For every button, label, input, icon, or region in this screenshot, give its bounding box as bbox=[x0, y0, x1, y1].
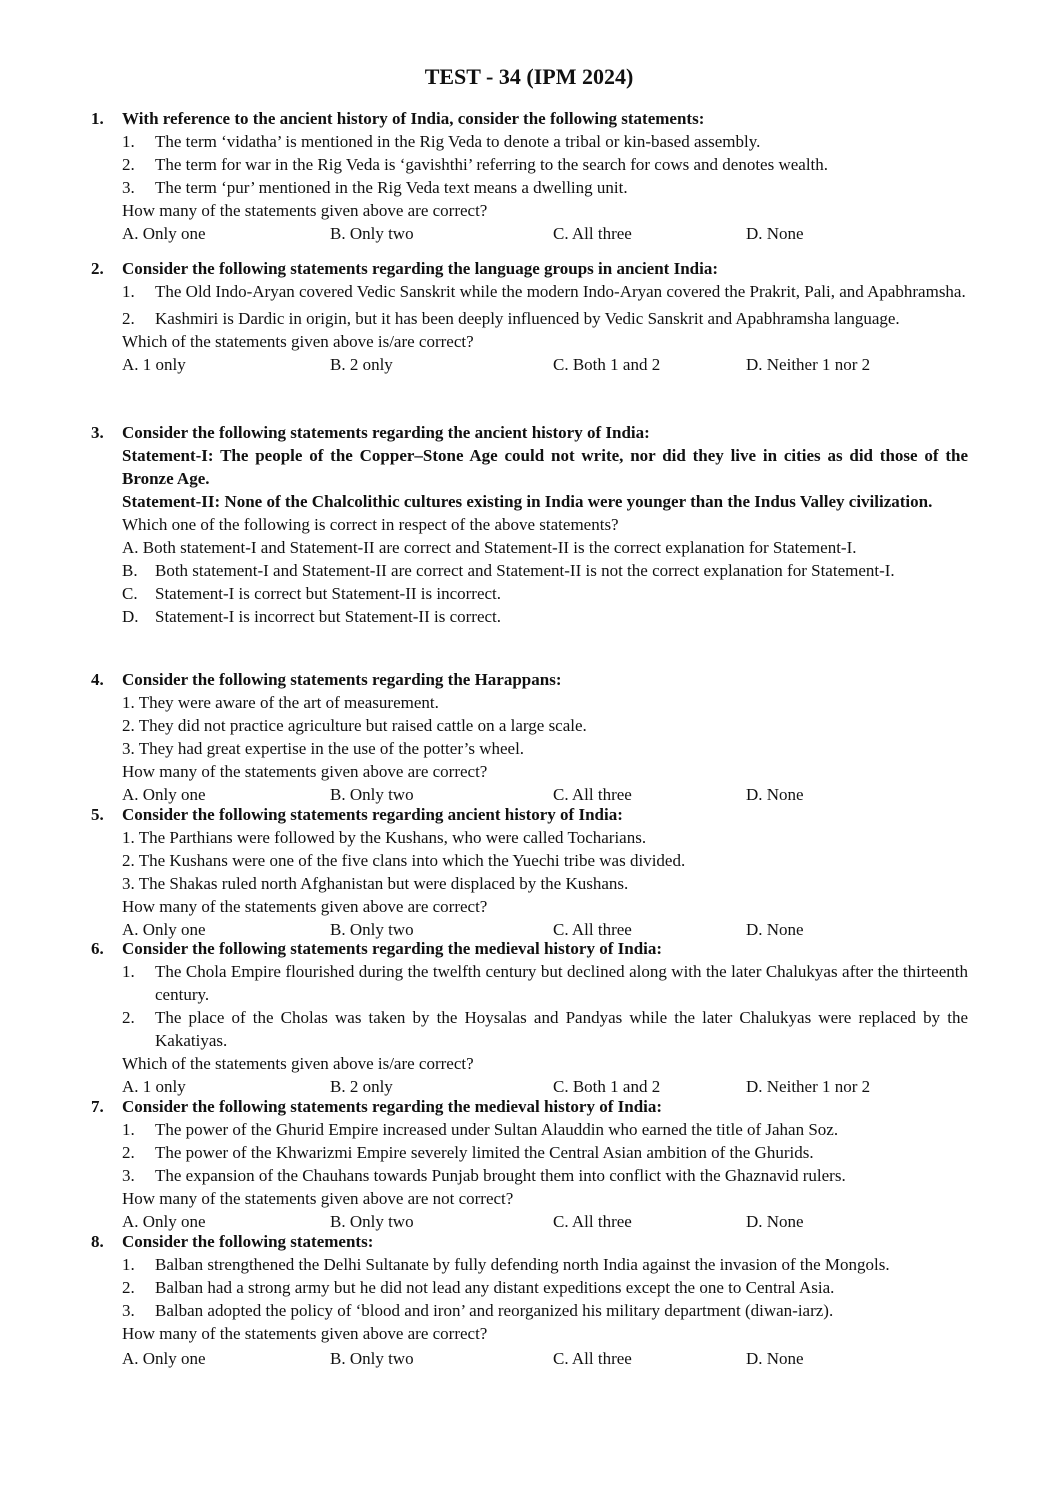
option-c: C. All three bbox=[553, 224, 632, 243]
option-d: D. None bbox=[746, 785, 804, 804]
question-text: Consider the following statements regarding the medieval history of India: bbox=[122, 1097, 663, 1116]
statement: 3. The Shakas ruled north Afghanistan but were displaced by the Kushans. bbox=[122, 874, 629, 893]
option-a: A. Both statement-I and Statement-II are correct and Statement-II is the correct explanation for Statement-I. bbox=[122, 538, 857, 557]
question-text: Consider the following statements regarding the ancient history of India: bbox=[122, 423, 650, 442]
option-b: B. Only two bbox=[330, 920, 414, 939]
statement: 1. The power of the Ghurid Empire increased under Sultan Alauddin who earned the title of Jahan Soz. bbox=[122, 1120, 839, 1139]
option-c: C. Both 1 and 2 bbox=[553, 1077, 661, 1096]
question-prompt: Which of the statements given above is/are correct? bbox=[122, 332, 474, 351]
option-d: D. None bbox=[746, 1349, 804, 1368]
question-6 bbox=[0, 937, 1058, 1098]
question-4 bbox=[0, 668, 1058, 806]
statement-2: Statement-II: None of the Chalcolithic cultures existing in India were younger than the Indus Valley civilization. bbox=[122, 492, 933, 511]
question-text: Consider the following statements regarding the Harappans: bbox=[122, 670, 562, 689]
statement: 2. The place of the Cholas was taken by the Hoysalas and Pandyas while the later Chalukyas were replaced by the Kakatiyas. bbox=[122, 1008, 968, 1050]
statement: 1. The Parthians were followed by the Kushans, who were called Tocharians. bbox=[122, 828, 647, 847]
option-c: C. All three bbox=[553, 1349, 632, 1368]
question-number: 3. bbox=[91, 423, 104, 442]
statement: 2. Kashmiri is Dardic in origin, but it has been deeply influenced by Vedic Sanskrit and Apabhramsha language. bbox=[122, 309, 900, 328]
option-d: D. Neither 1 nor 2 bbox=[746, 355, 871, 374]
statement: 3. The term ‘pur’ mentioned in the Rig Veda text means a dwelling unit. bbox=[122, 178, 628, 197]
question-3 bbox=[0, 421, 1058, 628]
answer-options bbox=[0, 222, 1058, 245]
answer-options bbox=[0, 353, 1058, 376]
statement: 1. The Old Indo-Aryan covered Vedic Sanskrit while the modern Indo-Aryan covered the Prakrit, Pali, and Apabhramsha. bbox=[122, 282, 966, 301]
option-a: A. Only one bbox=[122, 1212, 206, 1231]
option-b: B. Only two bbox=[330, 1349, 414, 1368]
question-prompt: How many of the statements given above are not correct? bbox=[122, 1189, 514, 1208]
question-prompt: How many of the statements given above are correct? bbox=[122, 1324, 488, 1343]
question-5 bbox=[0, 803, 1058, 941]
option-c: C. All three bbox=[553, 920, 632, 939]
statement: 1. Balban strengthened the Delhi Sultanate by fully defending north India against the invasion of the Mongols. bbox=[122, 1255, 890, 1274]
statement: 2. Balban had a strong army but he did not lead any distant expeditions except the one to Central Asia. bbox=[122, 1278, 835, 1297]
question-text: Consider the following statements regarding the medieval history of India: bbox=[122, 939, 663, 958]
option-a: A. Only one bbox=[122, 1349, 206, 1368]
statement: 1. The Chola Empire flourished during the twelfth century but declined along with the later Chalukyas after the thirteenth century. bbox=[122, 962, 968, 1004]
option-b: B. 2 only bbox=[330, 1077, 393, 1096]
statement: 1. They were aware of the art of measurement. bbox=[122, 693, 439, 712]
question-number: 5. bbox=[91, 805, 104, 824]
option-b: B. Only two bbox=[330, 785, 414, 804]
question-number: 2. bbox=[91, 259, 104, 278]
statement: 2. The Kushans were one of the five clans into which the Yuechi tribe was divided. bbox=[122, 851, 686, 870]
statement: 3. They had great expertise in the use of the potter’s wheel. bbox=[122, 739, 525, 758]
question-1 bbox=[0, 107, 1058, 245]
question-prompt: How many of the statements given above are correct? bbox=[122, 201, 488, 220]
question-text: Consider the following statements regarding the language groups in ancient India: bbox=[122, 259, 718, 278]
question-number: 6. bbox=[91, 939, 104, 958]
question-8 bbox=[0, 1230, 1058, 1370]
option-b: B. Only two bbox=[330, 224, 414, 243]
question-prompt: How many of the statements given above are correct? bbox=[122, 897, 488, 916]
question-prompt: Which of the statements given above is/are correct? bbox=[122, 1054, 474, 1073]
option-a: A. Only one bbox=[122, 920, 206, 939]
statement: 3. The expansion of the Chauhans towards Punjab brought them into conflict with the Ghaznavid rulers. bbox=[122, 1166, 846, 1185]
option-a: A. Only one bbox=[122, 224, 206, 243]
question-prompt: How many of the statements given above are correct? bbox=[122, 762, 488, 781]
statement-1: Statement-I: The people of the Copper–Stone Age could not write, nor did they live in cities as did those of the Bronze Age. bbox=[122, 446, 968, 488]
question-number: 1. bbox=[91, 109, 104, 128]
option-b: B. Only two bbox=[330, 1212, 414, 1231]
statement: 1. The term ‘vidatha’ is mentioned in the Rig Veda to denote a tribal or kin-based assembly. bbox=[122, 132, 761, 151]
question-number: 8. bbox=[91, 1232, 104, 1251]
option-c: C. All three bbox=[553, 785, 632, 804]
question-number: 7. bbox=[91, 1097, 104, 1116]
statement: 2. The term for war in the Rig Veda is ‘gavishthi’ referring to the search for cows and denotes wealth. bbox=[122, 155, 829, 174]
statement: 2. The power of the Khwarizmi Empire severely limited the Central Asian ambition of the Ghurids. bbox=[122, 1143, 814, 1162]
statement: 3. Balban adopted the policy of ‘blood and iron’ and reorganized his military department (diwan-iarz). bbox=[122, 1301, 834, 1320]
option-c: C. Both 1 and 2 bbox=[553, 355, 661, 374]
option-d: D. None bbox=[746, 1212, 804, 1231]
option-d: D. Neither 1 nor 2 bbox=[746, 1077, 871, 1096]
option-d: D. None bbox=[746, 224, 804, 243]
option-d: D. Statement-I is incorrect but Statement-II is correct. bbox=[122, 607, 502, 626]
question-text: Consider the following statements: bbox=[122, 1232, 374, 1251]
question-prompt: Which one of the following is correct in respect of the above statements? bbox=[122, 515, 619, 534]
question-text: Consider the following statements regarding ancient history of India: bbox=[122, 805, 623, 824]
question-text: With reference to the ancient history of India, consider the following statements: bbox=[122, 109, 705, 128]
option-b: B. Both statement-I and Statement-II are correct and Statement-II is not the correct explanation for Statement-I. bbox=[122, 561, 895, 580]
option-c: C. All three bbox=[553, 1212, 632, 1231]
question-2 bbox=[0, 257, 1058, 376]
option-b: B. 2 only bbox=[330, 355, 393, 374]
option-a: A. Only one bbox=[122, 785, 206, 804]
statement: 2. They did not practice agriculture but raised cattle on a large scale. bbox=[122, 716, 587, 735]
option-a: A. 1 only bbox=[122, 1077, 186, 1096]
answer-options bbox=[0, 1347, 1058, 1370]
question-number: 4. bbox=[91, 670, 104, 689]
option-c: C. Statement-I is correct but Statement-II is incorrect. bbox=[122, 584, 502, 603]
page-title: TEST - 34 (IPM 2024) bbox=[424, 64, 634, 89]
question-7 bbox=[0, 1095, 1058, 1233]
option-d: D. None bbox=[746, 920, 804, 939]
option-a: A. 1 only bbox=[122, 355, 186, 374]
